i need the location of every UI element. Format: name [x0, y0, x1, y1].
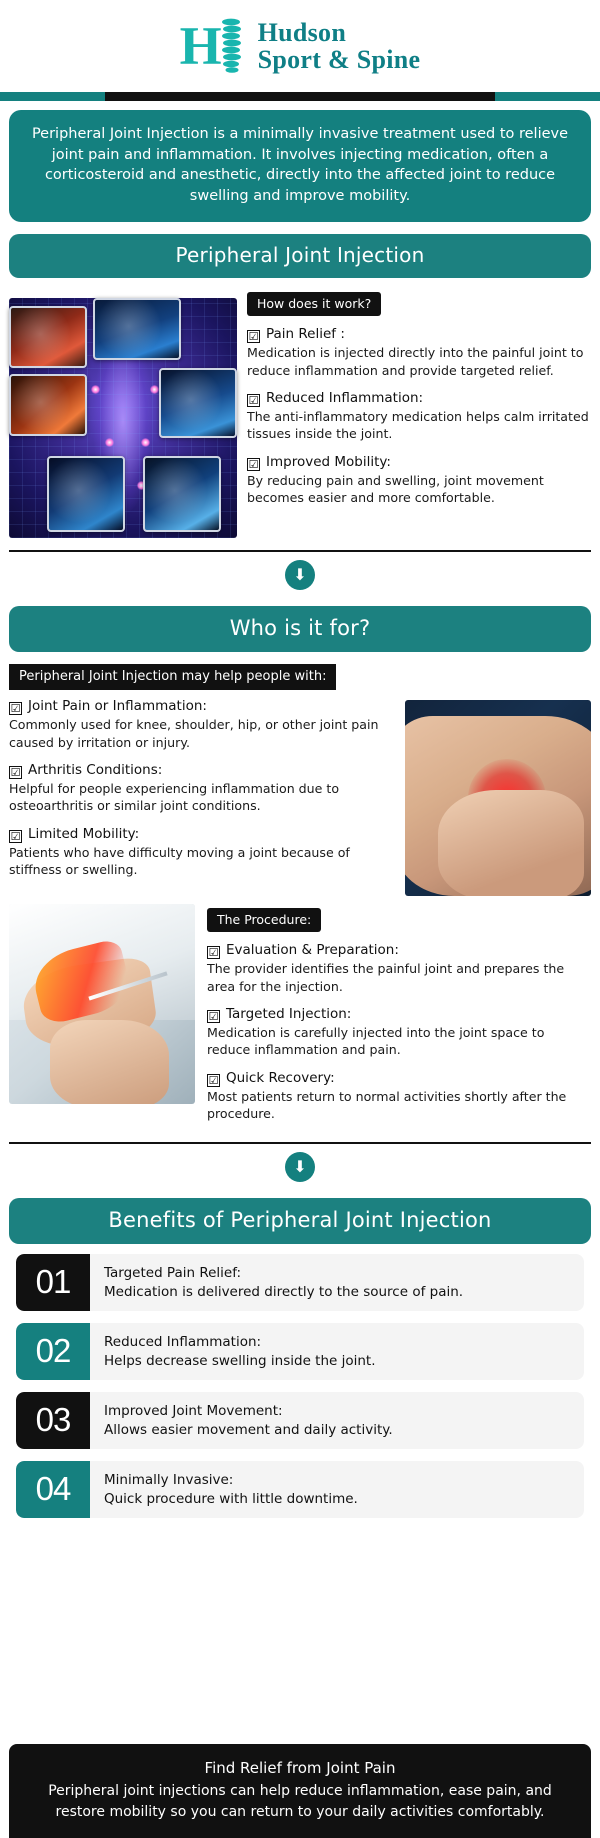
list-item — [247, 454, 591, 507]
section-how-body — [0, 278, 600, 538]
section-title-who: Who is it for? — [9, 606, 591, 652]
checkbox-icon: ☑ — [208, 946, 219, 960]
knee-pain-photo — [405, 700, 591, 896]
bullet-head — [207, 942, 591, 958]
bullet-title: Evaluation & Preparation: — [226, 942, 399, 959]
bullet-head — [207, 1006, 591, 1022]
bullet-title: Arthritis Conditions: — [28, 762, 163, 779]
bullet-head — [247, 454, 591, 470]
benefit-number: 02 — [16, 1323, 90, 1380]
bullet-title: Improved Mobility: — [266, 453, 391, 470]
brand-header — [0, 0, 600, 92]
list-item — [207, 942, 591, 995]
header-rule — [0, 92, 600, 101]
clinician-hands — [50, 1020, 169, 1104]
list-item — [16, 1254, 584, 1311]
bullet-title: Reduced Inflammation: — [266, 390, 424, 407]
list-item — [16, 1323, 584, 1380]
injection-procedure-photo — [9, 904, 195, 1104]
xray-tile-hip — [159, 368, 237, 438]
bullet-head — [247, 326, 591, 342]
benefit-text — [90, 1323, 584, 1380]
section-title-benefits: Benefits of Peripheral Joint Injection — [9, 1198, 591, 1244]
list-item — [16, 1392, 584, 1449]
how-does-it-work-label: How does it work? — [247, 292, 381, 316]
list-item — [9, 698, 395, 751]
arrow-down-wrap — [0, 1144, 600, 1186]
bullet-desc: Medication is injected directly into the painful joint to reduce inflammation and provide targeted relief. — [247, 345, 584, 378]
pain-point-dot — [150, 385, 159, 394]
footer-text: Peripheral joint injections can help reduce inflammation, ease pain, and restore mobility so you can return to your daily activities comfortably. — [48, 1783, 552, 1820]
bullet-desc: Commonly used for knee, shoulder, hip, or other joint pain caused by irritation or injury. — [9, 717, 379, 750]
bullet-title: Targeted Injection: — [226, 1006, 352, 1023]
benefit-desc: Quick procedure with little downtime. — [104, 1490, 358, 1507]
list-item — [16, 1461, 584, 1518]
benefit-number: 03 — [16, 1392, 90, 1449]
bullet-desc: Helpful for people experiencing inflammation due to osteoarthritis or similar joint conditions. — [9, 781, 340, 814]
xray-tile-ankle — [143, 456, 221, 532]
bullet-desc: Medication is carefully injected into the joint space to reduce inflammation and pain. — [207, 1025, 545, 1058]
benefit-title: Improved Joint Movement: — [104, 1402, 283, 1419]
benefit-text — [90, 1254, 584, 1311]
benefit-text — [90, 1461, 584, 1518]
checkbox-icon: ☑ — [208, 1010, 219, 1024]
list-item — [247, 390, 591, 443]
how-it-works-list — [247, 288, 591, 538]
bullet-head — [9, 698, 395, 714]
rule-segment-left — [0, 92, 105, 101]
checkbox-icon: ☑ — [208, 1073, 219, 1087]
checkbox-icon: ☑ — [248, 330, 259, 344]
footer-title: Find Relief from Joint Pain — [204, 1758, 396, 1777]
bullet-desc: The anti-inflammatory medication helps calm irritated tissues inside the joint. — [247, 409, 589, 442]
bullet-desc: The provider identifies the painful joint and prepares the area for the injection. — [207, 961, 565, 994]
xray-tile-shoulder — [9, 306, 87, 368]
xray-tile-wrist — [93, 298, 181, 360]
intro-paragraph: Peripheral Joint Injection is a minimally invasive treatment used to relieve joint pain and inflammation. It involves injecting medication, often a corticosteroid and anesthetic, directly into the affected joint to reduce swelling and improve mobility. — [9, 110, 591, 222]
logo-mark — [180, 17, 248, 75]
checkbox-icon: ☑ — [248, 394, 259, 408]
benefit-title: Reduced Inflammation: — [104, 1333, 262, 1350]
bullet-title: Limited Mobility: — [28, 825, 140, 842]
bullet-title: Pain Relief : — [266, 326, 345, 343]
logo-letter-h-icon: H — [179, 16, 222, 76]
benefit-title: Minimally Invasive: — [104, 1471, 234, 1488]
benefit-number: 04 — [16, 1461, 90, 1518]
logo-wordmark — [258, 19, 421, 74]
bullet-head — [9, 826, 395, 842]
benefit-desc: Allows easier movement and daily activity. — [104, 1421, 393, 1438]
pain-point-dot — [141, 438, 150, 447]
list-item — [9, 762, 395, 815]
benefit-text — [90, 1392, 584, 1449]
bullet-desc: By reducing pain and swelling, joint movement becomes easier and more comfortable. — [247, 472, 544, 506]
xray-tile-knee — [47, 456, 125, 532]
checkbox-icon: ☑ — [10, 702, 21, 716]
list-item — [207, 1006, 591, 1059]
pain-point-dot — [105, 438, 114, 447]
hands-shape — [438, 790, 583, 896]
list-item — [9, 826, 395, 879]
rule-segment-right — [495, 92, 600, 101]
who-label: Peripheral Joint Injection may help people with: — [9, 664, 336, 690]
xray-tile-spine — [9, 374, 87, 436]
section-who-body — [0, 690, 600, 896]
procedure-label: The Procedure: — [207, 908, 321, 932]
benefit-desc: Helps decrease swelling inside the joint. — [104, 1352, 376, 1369]
list-item — [247, 326, 591, 379]
rule-segment-center — [105, 92, 495, 101]
pain-point-dot — [91, 385, 100, 394]
benefits-list — [0, 1244, 600, 1518]
bullet-head — [247, 390, 591, 406]
bullet-desc: Most patients return to normal activities shortly after the procedure. — [207, 1088, 567, 1122]
who-list — [9, 698, 395, 896]
logo — [180, 17, 421, 75]
spine-icon — [216, 17, 246, 75]
section-procedure-body — [0, 896, 600, 1133]
section-title-how: Peripheral Joint Injection — [9, 234, 591, 278]
bullet-title: Joint Pain or Inflammation: — [28, 698, 207, 715]
benefit-desc: Medication is delivered directly to the source of pain. — [104, 1283, 464, 1300]
checkbox-icon: ☑ — [248, 457, 259, 471]
bullet-title: Quick Recovery: — [226, 1069, 335, 1086]
logo-name-line1: Hudson — [257, 17, 347, 47]
arrow-down-wrap — [0, 552, 600, 594]
benefit-title: Targeted Pain Relief: — [104, 1264, 242, 1281]
checkbox-icon: ☑ — [10, 829, 21, 843]
procedure-list — [207, 904, 591, 1133]
joint-xray-collage-image — [9, 298, 237, 538]
logo-name-line2: Sport & Spine — [257, 45, 421, 74]
bullet-head — [9, 762, 395, 778]
bullet-desc: Patients who have difficulty moving a joint because of stiffness or swelling. — [9, 844, 350, 878]
bullet-head — [207, 1070, 591, 1086]
footer-callout — [9, 1744, 591, 1838]
list-item — [207, 1070, 591, 1123]
checkbox-icon: ☑ — [10, 766, 21, 780]
arrow-down-icon: ⬇ — [285, 560, 315, 590]
arrow-down-icon: ⬇ — [285, 1152, 315, 1182]
benefit-number: 01 — [16, 1254, 90, 1311]
